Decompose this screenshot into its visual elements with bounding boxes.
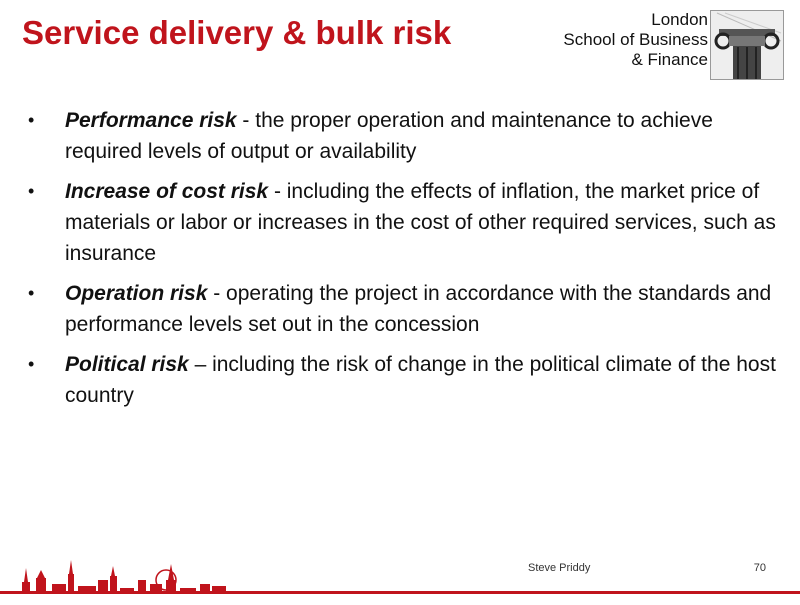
bullet-text: - the proper operation and maintenance to achieve required levels of output or availability xyxy=(65,109,713,163)
logo-line-2: School of Business xyxy=(563,30,708,49)
footer-author: Steve Priddy xyxy=(528,562,591,574)
logo-line-3: & Finance xyxy=(631,50,708,69)
bullet-item xyxy=(28,278,778,340)
bullet-item xyxy=(28,105,778,167)
logo-line-1: London xyxy=(651,10,708,29)
bullet-term: Increase of cost risk xyxy=(65,180,269,203)
column-capital-icon xyxy=(710,10,784,80)
bullet-item xyxy=(28,349,778,411)
bullet-text: – including the risk of change in the political climate of the host country xyxy=(65,353,776,407)
school-logo xyxy=(563,10,785,80)
bullet-item xyxy=(28,176,778,269)
bullet-text: - operating the project in accordance with the standards and performance levels set out in the concession xyxy=(65,282,772,336)
page-number: 70 xyxy=(753,562,766,574)
bullet-term: Operation risk xyxy=(65,282,208,305)
logo-text xyxy=(563,10,708,70)
bullet-marker: • xyxy=(28,354,35,374)
bullet-term: Performance risk xyxy=(65,109,237,132)
bullet-marker: • xyxy=(28,181,35,201)
bullet-term: Political risk xyxy=(65,353,189,376)
bullet-text: - including the effects of inflation, the market price of materials or labor or increases in the cost of other required services, such as insurance xyxy=(65,180,776,265)
bullet-list xyxy=(28,105,778,420)
slide-title: Service delivery & bulk risk xyxy=(22,14,452,51)
bullet-marker: • xyxy=(28,110,35,130)
bullet-marker: • xyxy=(28,283,35,303)
footer-divider xyxy=(0,591,800,594)
